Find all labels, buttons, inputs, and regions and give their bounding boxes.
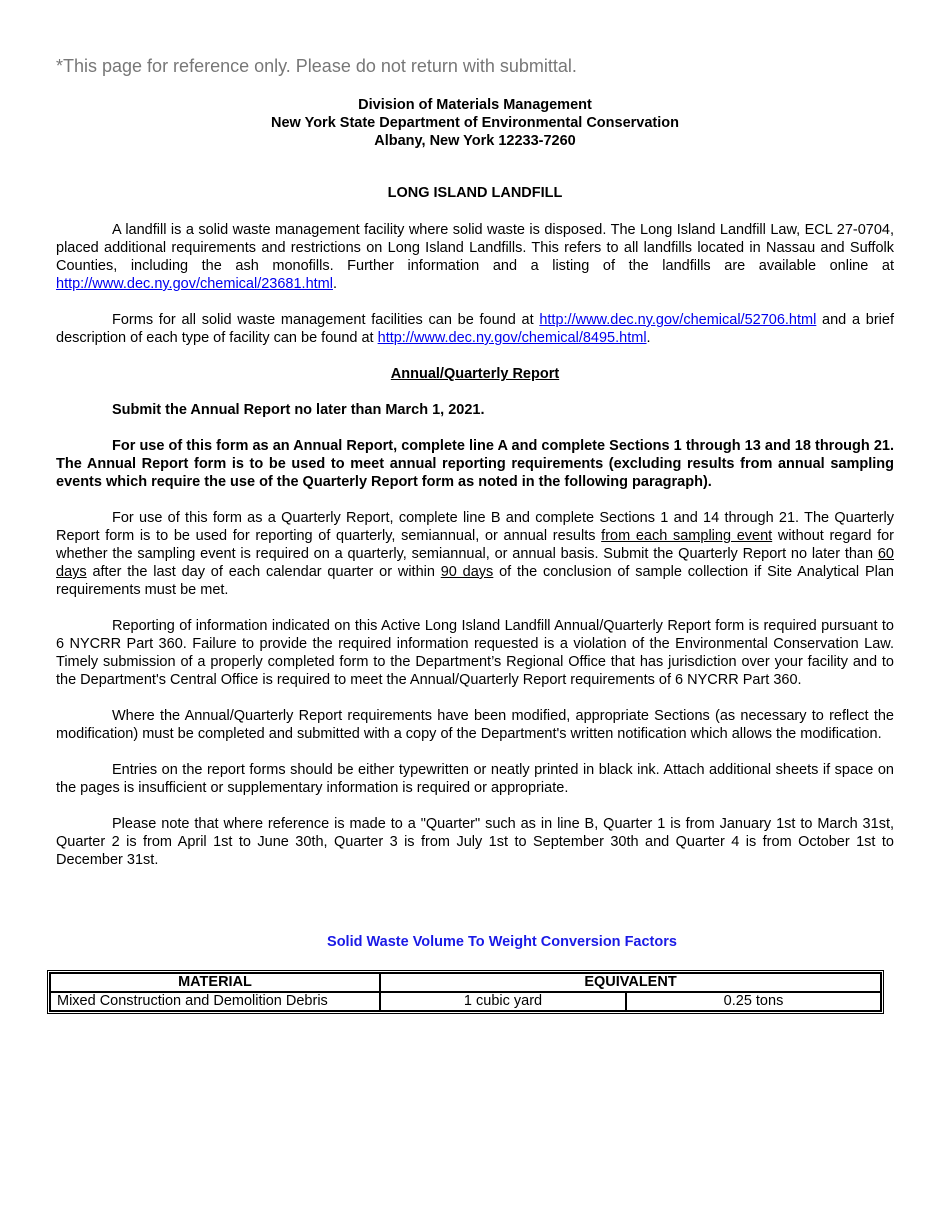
annual-instructions: For use of this form as an Annual Report, complete line A and complete Sections 1 through 13 and 18 through 21. The Annual Report form is to be used to meet annual reporting requirements (excluding results from annual sampling events which require the use of the Quarterly Report form as noted in the following paragraph).	[56, 438, 894, 490]
agency-header	[0, 96, 950, 150]
forms-paragraph	[56, 311, 894, 347]
facility-description-link[interactable]: http://www.dec.ny.gov/chemical/8495.html	[377, 330, 647, 346]
table-row	[50, 992, 881, 1011]
forms-text: Forms for all solid waste management facilities can be found at	[112, 312, 540, 328]
equivalent-header: EQUIVALENT	[380, 973, 881, 992]
quarterly-emphasis-90-days: 90 days	[440, 564, 494, 580]
material-cell: Mixed Construction and Demolition Debris	[50, 992, 380, 1011]
quarter-definition-paragraph: Please note that where reference is made to a "Quarter" such as in line B, Quarter 1 is from January 1st to March 31st, Quarter 2 is from April 1st to June 30th, Quarter 3 is from July 1st to September 30th and Quarter 4 is from October 1st to December 31st.	[56, 816, 894, 868]
table-header-row	[50, 973, 881, 992]
document-body	[56, 221, 894, 887]
quarterly-text-4: of the conclusion of sample collection if Site Analytical Plan requirements must be met.	[56, 564, 894, 598]
submit-deadline: Submit the Annual Report no later than March 1, 2021.	[112, 402, 485, 418]
landfill-listing-link[interactable]: http://www.dec.ny.gov/chemical/23681.html	[56, 276, 333, 292]
intro-text: A landfill is a solid waste management facility where solid waste is disposed. The Long Island Landfill Law, ECL 27-0704, placed additional requirements and restrictions on Long Island Landfills. This refers to all landfills located in Nassau and Suffolk Counties, including the ash monofills. Further information and a listing of the landfills are available online at	[56, 222, 894, 274]
intro-paragraph	[56, 221, 894, 293]
reference-note: *This page for reference only. Please do not return with submittal.	[56, 56, 577, 76]
quarterly-text-1: For use of this form as a Quarterly Report, complete line B and complete Sections 1 and 14 through 21. The Quarterly Report form is to be used for reporting of quarterly, semiannual, or annual results	[56, 510, 894, 544]
quarterly-instructions	[56, 509, 894, 599]
volume-cell: 1 cubic yard	[380, 992, 626, 1011]
reporting-paragraph: Reporting of information indicated on this Active Long Island Landfill Annual/Quarterly Report form is required pursuant to 6 NYCRR Part 360. Failure to provide the required information requested is a violation of the Environmental Conservation Law. Timely submission of a properly completed form to the Department’s Regional Office that has jurisdiction over your facility and to the Department's Central Office is required to meet the Annual/Quarterly Report requirements of 6 NYCRR Part 360.	[56, 618, 894, 688]
quarterly-text-2: without regard for whether the sampling event is required on a quarterly, semiannual, or annual basis. Submit the Quarterly Report no later than	[56, 528, 894, 562]
conversion-factors-title: Solid Waste Volume To Weight Conversion Factors	[327, 934, 677, 950]
quarterly-text-3: after the last day of each calendar quarter or within	[86, 564, 441, 580]
header-address: Albany, New York 12233-7260	[374, 133, 576, 149]
quarterly-emphasis-60-days: 60 days	[56, 546, 894, 580]
forms-text-end: .	[646, 330, 651, 346]
forms-link[interactable]: http://www.dec.ny.gov/chemical/52706.html	[539, 312, 817, 328]
quarterly-emphasis-sampling: from each sampling event	[601, 528, 773, 544]
header-division: Division of Materials Management	[358, 97, 592, 113]
document-title: LONG ISLAND LANDFILL	[387, 185, 563, 201]
material-header: MATERIAL	[50, 973, 380, 992]
weight-cell: 0.25 tons	[626, 992, 881, 1011]
header-department: New York State Department of Environmental Conservation	[271, 115, 679, 131]
section-title: Annual/Quarterly Report	[390, 366, 560, 382]
conversion-table	[47, 970, 884, 1014]
entries-paragraph: Entries on the report forms should be either typewritten or neatly printed in black ink. Attach additional sheets if space on the pages is insufficient or supplementary information is required or appropriate.	[56, 762, 894, 796]
forms-text-mid: and a brief description of each type of facility can be found at	[56, 312, 894, 346]
modification-paragraph: Where the Annual/Quarterly Report requirements have been modified, appropriate Sections (as necessary to reflect the modification) must be completed and submitted with a copy of the Department's written notification which allows the modification.	[56, 708, 894, 742]
intro-text-end: .	[332, 276, 338, 292]
